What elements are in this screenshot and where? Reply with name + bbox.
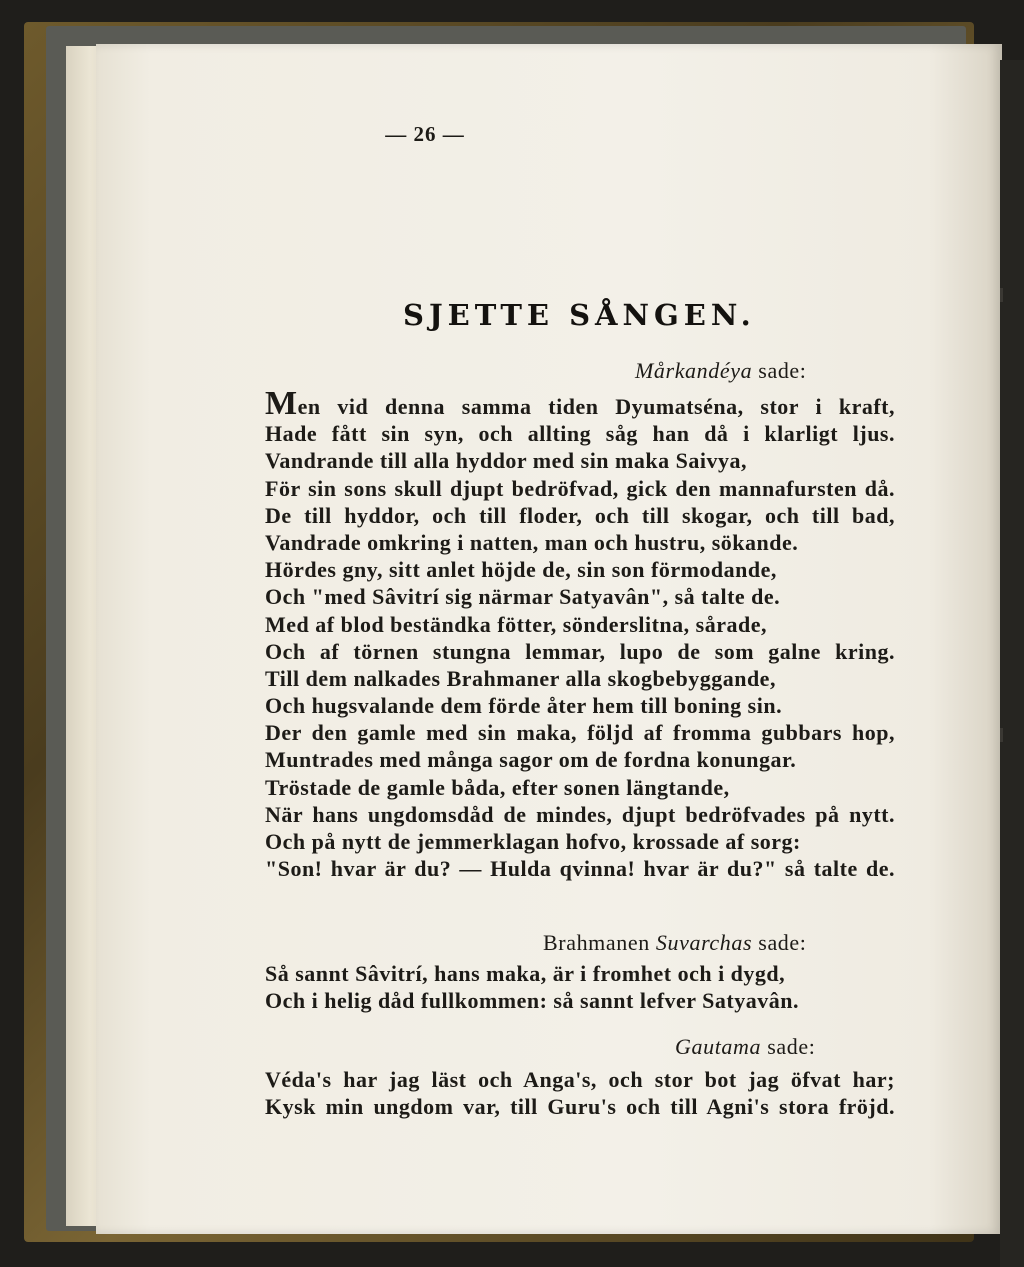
- speaker-suffix: sade:: [758, 930, 807, 955]
- verse-line: Kysk min ungdom var, till Guru's och till Agni's stora fröjd.: [265, 1094, 895, 1120]
- verse-line: Muntrades med många sagor om de fordna konungar.: [265, 747, 797, 773]
- speaker-prefix: Brahmanen: [543, 930, 650, 955]
- speaker-line: [675, 1034, 815, 1060]
- verse-text: en vid denna samma tiden Dyumatséna, stor i kraft,: [297, 394, 895, 419]
- verse-line: Véda's har jag läst och Anga's, och stor bot jag öfvat har;: [265, 1067, 895, 1092]
- verse-line: Och i helig dåd fullkommen: så sannt lefver Satyavân.: [265, 988, 799, 1014]
- drop-cap: M: [265, 385, 298, 422]
- verse-line: Och af törnen stungna lemmar, lupo de som galne kring.: [265, 638, 895, 664]
- verse-line: Och hugsvalande dem förde åter hem till boning sin.: [265, 693, 783, 719]
- verse-line: Vandrande till alla hyddor med sin maka Saivya,: [265, 448, 747, 474]
- verse-line: För sin sons skull djupt bedröfvad, gick den mannafursten då.: [265, 475, 895, 501]
- speaker-name: Gautama: [675, 1034, 762, 1059]
- chapter-heading: SJETTE SÅNGEN.: [403, 298, 756, 332]
- verse-line: Och "med Sâvitrí sig närmar Satyavân", så talte de.: [265, 584, 781, 610]
- speaker-line: [543, 930, 806, 956]
- verse-line: Och på nytt de jemmerklagan hofvo, krossade af sorg:: [265, 829, 801, 854]
- verse-line: Der den gamle med sin maka, följd af fromma gubbars hop,: [265, 720, 895, 746]
- page-number: — 26 —: [385, 122, 465, 146]
- page-marker: [1000, 288, 1003, 302]
- verse-line: Hördes gny, sitt anlet höjde de, sin son förmodande,: [265, 557, 777, 583]
- verse-line: Till dem nalkades Brahmaner alla skogbebyggande,: [265, 665, 776, 691]
- verse-line: De till hyddor, och till floder, och till skogar, och till bad,: [265, 502, 895, 528]
- speaker-name: Suvarchas: [655, 930, 753, 955]
- verse-line: "Son! hvar är du? — Hulda qvinna! hvar är du?" så talte de.: [265, 856, 895, 882]
- right-shadow: [1000, 60, 1024, 1267]
- verse-line: Tröstade de gamle båda, efter sonen längtande,: [265, 774, 730, 800]
- verse-line: [265, 385, 895, 422]
- verse-line: Hade fått sin syn, och allting såg han då i klarligt ljus.: [265, 421, 895, 447]
- speaker-name: Mårkandéya: [635, 358, 753, 383]
- stanza-1: [265, 385, 895, 882]
- speaker-suffix: sade:: [767, 1034, 816, 1059]
- verse-line: När hans ungdomsdåd de mindes, djupt bedröfvades på nytt.: [265, 801, 895, 827]
- verse-line: Vandrade omkring i natten, man och hustru, sökande.: [265, 529, 799, 555]
- speaker-suffix: sade:: [758, 358, 807, 383]
- stanza-3: [265, 1066, 895, 1120]
- speaker-line: [635, 358, 807, 384]
- stanza-2: [265, 960, 895, 1014]
- page-marker: [1000, 728, 1003, 742]
- verse-line: Så sannt Sâvitrí, hans maka, är i fromhet och i dygd,: [265, 961, 786, 986]
- verse-line: Med af blod beständka fötter, sönderslitna, sårade,: [265, 611, 767, 637]
